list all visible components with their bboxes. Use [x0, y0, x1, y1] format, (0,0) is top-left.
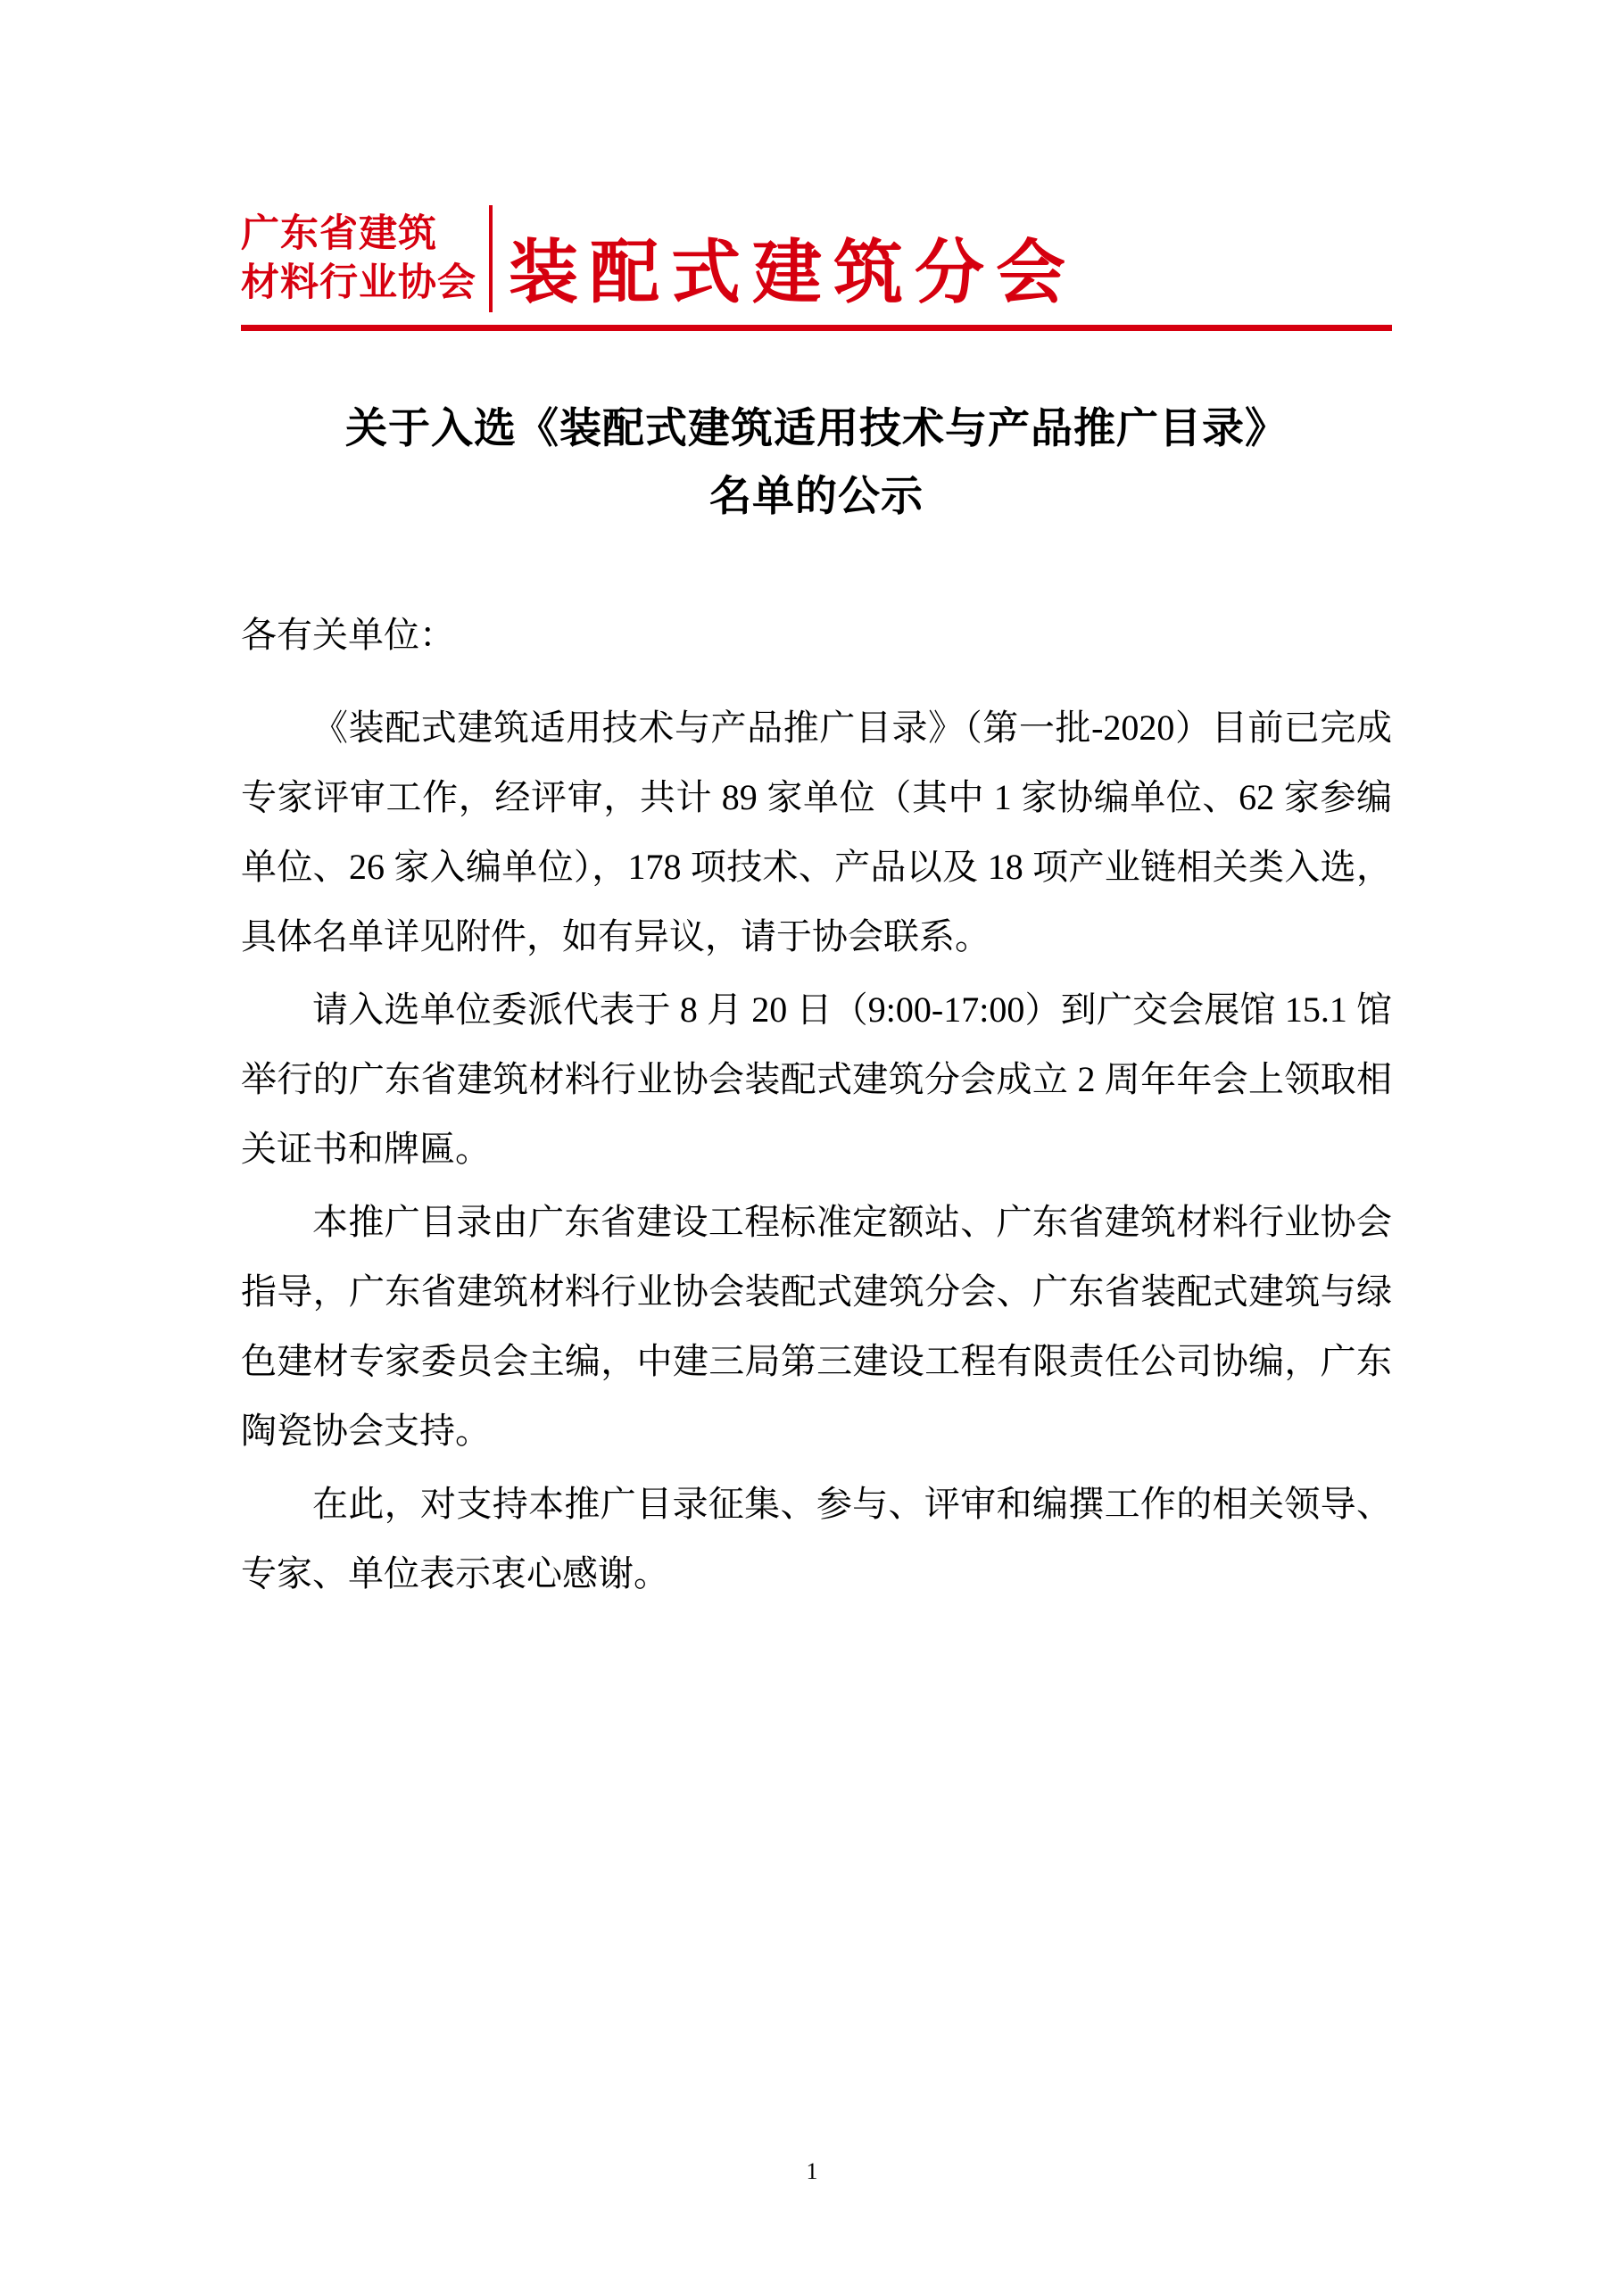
body-paragraph-1: 《装配式建筑适用技术与产品推广目录》（第一批-2020）目前已完成专家评审工作，经评审，共计 89 家单位（其中 1 家协编单位、62 家参编单位、26 家入编单位），178 项技术、产品以及 18 项产业链相关类入选，具体名单详见附件，如有异议，请于协会联系。	[241, 708, 1392, 957]
document-body	[241, 600, 1392, 1609]
body-paragraph-4: 在此，对支持本推广目录征集、参与、评审和编撰工作的相关领导、专家、单位表示衷心感谢。	[241, 1484, 1392, 1594]
page-title-line-1: 关于入选《装配式建筑适用技术与产品推广目录》	[345, 406, 1288, 452]
letterhead-branch-name: 装配式建筑分会	[509, 233, 1078, 311]
letterhead-divider-rule	[241, 325, 1392, 331]
letterhead-organization	[241, 205, 493, 312]
letterhead-org-line-2: 材料行业协会	[241, 261, 476, 304]
salutation: 各有关单位：	[241, 615, 455, 656]
body-paragraph-2: 请入选单位委派代表于 8 月 20 日（9:00-17:00）到广交会展馆 15.1 馆举行的广东省建筑材料行业协会装配式建筑分会成立 2 周年年会上领取相关证书和牌匾。	[241, 989, 1392, 1170]
letterhead	[241, 178, 1392, 312]
page-title-line-2: 名单的公示	[709, 474, 924, 521]
letterhead-org-line-1: 广东省建筑	[241, 211, 437, 255]
page-title	[241, 395, 1392, 531]
page-number: 1	[806, 2158, 818, 2184]
spacer	[241, 674, 1392, 693]
page-content	[241, 0, 1392, 1612]
body-paragraph-3: 本推广目录由广东省建设工程标准定额站、广东省建筑材料行业协会指导，广东省建筑材料行业协会装配式建筑分会、广东省装配式建筑与绿色建材专家委员会主编，中建三局第三建设工程有限责任公司协编，广东陶瓷协会支持。	[241, 1202, 1392, 1452]
